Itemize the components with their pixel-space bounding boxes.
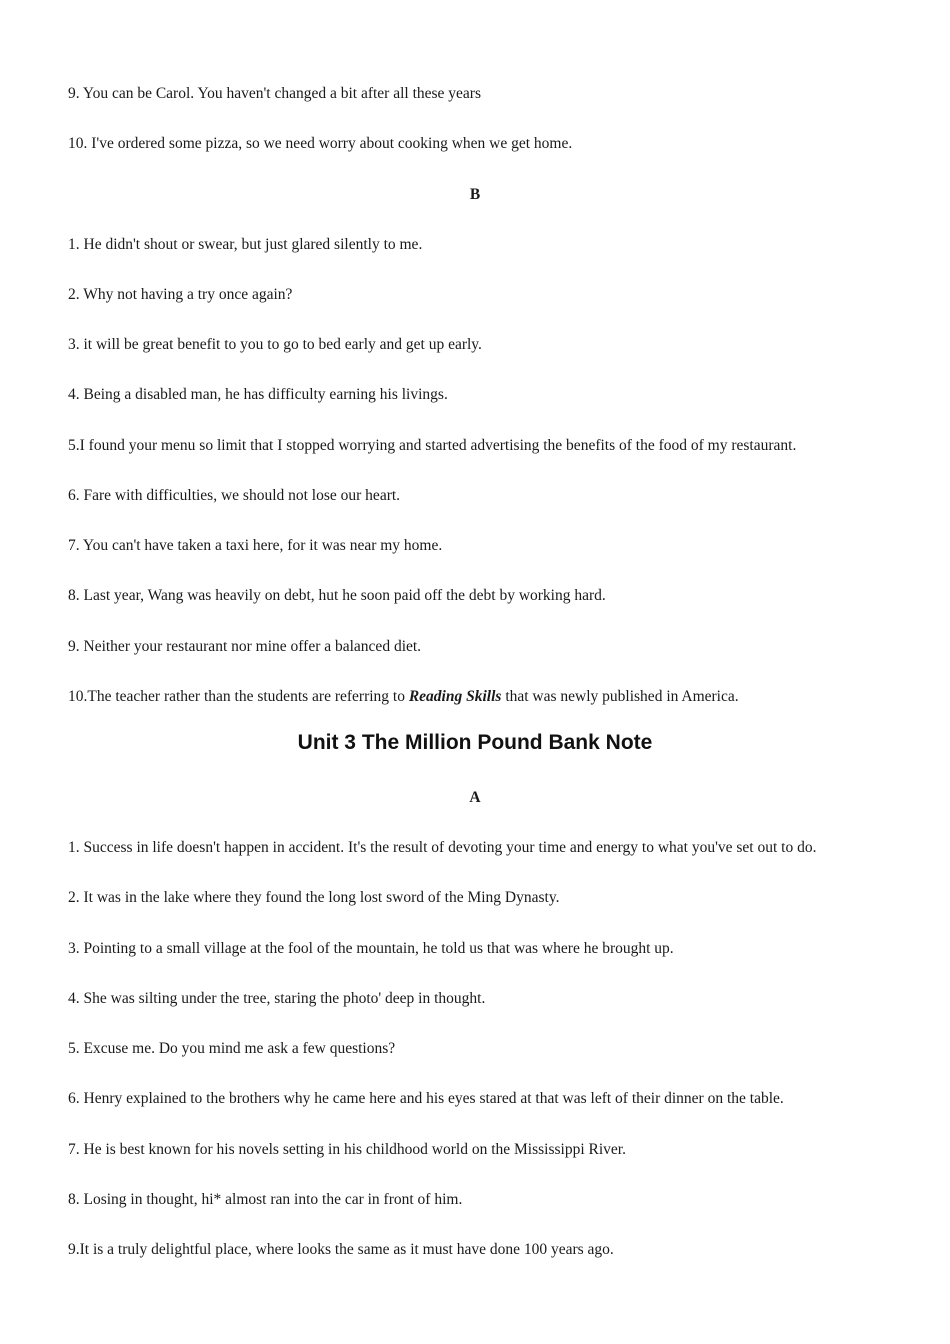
section-heading-a: A bbox=[469, 789, 481, 806]
unit-title: Unit 3 The Million Pound Bank Note bbox=[297, 731, 653, 754]
sentence-item: 4. Being a disabled man, he has difficulty earning his livings. bbox=[68, 386, 448, 403]
sentence-item: 7. You can't have taken a taxi here, for it was near my home. bbox=[68, 537, 443, 554]
sentence-item: 4. She was silting under the tree, staring the photo' deep in thought. bbox=[68, 990, 486, 1007]
sentence-item: 8. Losing in thought, hi* almost ran into the car in front of him. bbox=[68, 1191, 463, 1208]
sentence-item: 3. Pointing to a small village at the fool of the mountain, he told us that was where he brought up. bbox=[68, 940, 674, 957]
section-heading-b: B bbox=[469, 186, 481, 203]
sentence-item: 9.It is a truly delightful place, where looks the same as it must have done 100 years ago. bbox=[68, 1241, 614, 1258]
sentence-item: 3. it will be great benefit to you to go to bed early and get up early. bbox=[68, 336, 482, 353]
sentence-item: 9. Neither your restaurant nor mine offer a balanced diet. bbox=[68, 638, 422, 655]
sentence-item bbox=[68, 687, 739, 707]
sentence-text: that was newly published in America. bbox=[501, 688, 739, 705]
sentence-item: 2. It was in the lake where they found the long lost sword of the Ming Dynasty. bbox=[68, 889, 560, 906]
sentence-text: 10.The teacher rather than the students are referring to bbox=[68, 688, 409, 705]
sentence-item: 1. Success in life doesn't happen in accident. It's the result of devoting your time and energy to what you've set out to do. bbox=[68, 839, 817, 856]
sentence-item: 7. He is best known for his novels setting in his childhood world on the Mississippi River. bbox=[68, 1141, 626, 1158]
book-title: Reading Skills bbox=[408, 688, 502, 705]
sentence-item: 6. Fare with difficulties, we should not lose our heart. bbox=[68, 487, 401, 504]
sentence-item: 5.I found your menu so limit that I stopped worrying and started advertising the benefits of the food of my restaurant. bbox=[68, 437, 797, 454]
sentence-item: 2. Why not having a try once again? bbox=[68, 286, 293, 303]
sentence-item: 9. You can be Carol. You haven't changed a bit after all these years bbox=[68, 85, 482, 102]
sentence-item: 10. I've ordered some pizza, so we need worry about cooking when we get home. bbox=[68, 135, 573, 152]
sentence-item: 1. He didn't shout or swear, but just glared silently to me. bbox=[68, 236, 423, 253]
sentence-item: 6. Henry explained to the brothers why he came here and his eyes stared at that was left of their dinner on the table. bbox=[68, 1090, 784, 1107]
sentence-item: 5. Excuse me. Do you mind me ask a few questions? bbox=[68, 1040, 396, 1057]
sentence-item: 8. Last year, Wang was heavily on debt, hut he soon paid off the debt by working hard. bbox=[68, 587, 606, 604]
